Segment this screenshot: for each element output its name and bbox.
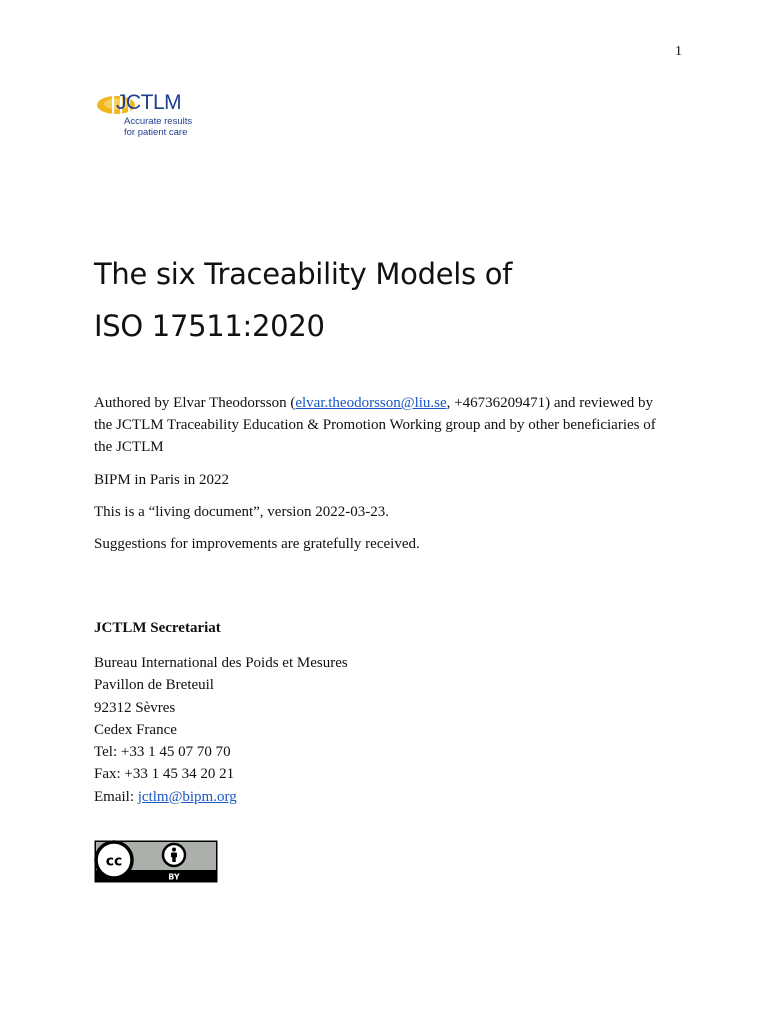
version-note: This is a “living document”, version 2022-03-23. — [94, 504, 389, 520]
logo-wordmark: JCTLM — [116, 91, 182, 114]
author-email-link[interactable]: elvar.theodorsson@liu.se — [295, 395, 447, 411]
cc-by-license-badge[interactable] — [94, 840, 218, 883]
address-org: Bureau International des Poids et Mesures — [94, 655, 348, 671]
logo-tagline-line1: Accurate results — [124, 116, 193, 127]
document-title — [94, 248, 512, 352]
address-tel: Tel: +33 1 45 07 70 70 — [94, 744, 231, 761]
location-text: BIPM in Paris in 2022 — [94, 472, 230, 488]
jctlm-logo — [96, 93, 206, 141]
page-number: 1 — [675, 44, 682, 59]
title-line-1: The six Traceability Models of — [94, 257, 513, 291]
by-label: BY — [168, 872, 180, 882]
address-email-line — [94, 786, 348, 808]
secretariat-heading: JCTLM Secretariat — [94, 620, 221, 636]
logo-tagline — [124, 116, 192, 138]
authors-suffix: , +46736209471) and reviewed by the JCTLM Traceability Education & Promotion Working group and by other beneficiaries of the JCTLM — [94, 395, 656, 455]
attribution-icon — [163, 844, 185, 866]
title-line-2: ISO 17511:2020 — [94, 309, 325, 343]
address-city: 92312 Sèvres — [94, 699, 176, 716]
cc-icon-text: cc — [105, 853, 123, 870]
secretariat-email-link[interactable]: jctlm@bipm.org — [137, 788, 237, 805]
authors-prefix: Authored by Elvar Theodorsson ( — [94, 395, 296, 411]
address-street: Pavillon de Breteuil — [94, 677, 214, 694]
address-fax: Fax: +33 1 45 34 20 21 — [94, 766, 235, 783]
authors-paragraph — [94, 392, 674, 458]
email-label: Email: — [94, 788, 138, 805]
secretariat-address — [94, 652, 348, 808]
suggestions-text: Suggestions for improvements are gratefully received. — [94, 536, 420, 552]
logo-tagline-line2: for patient care — [124, 127, 188, 138]
cc-icon — [96, 842, 132, 878]
address-country: Cedex France — [94, 721, 177, 738]
